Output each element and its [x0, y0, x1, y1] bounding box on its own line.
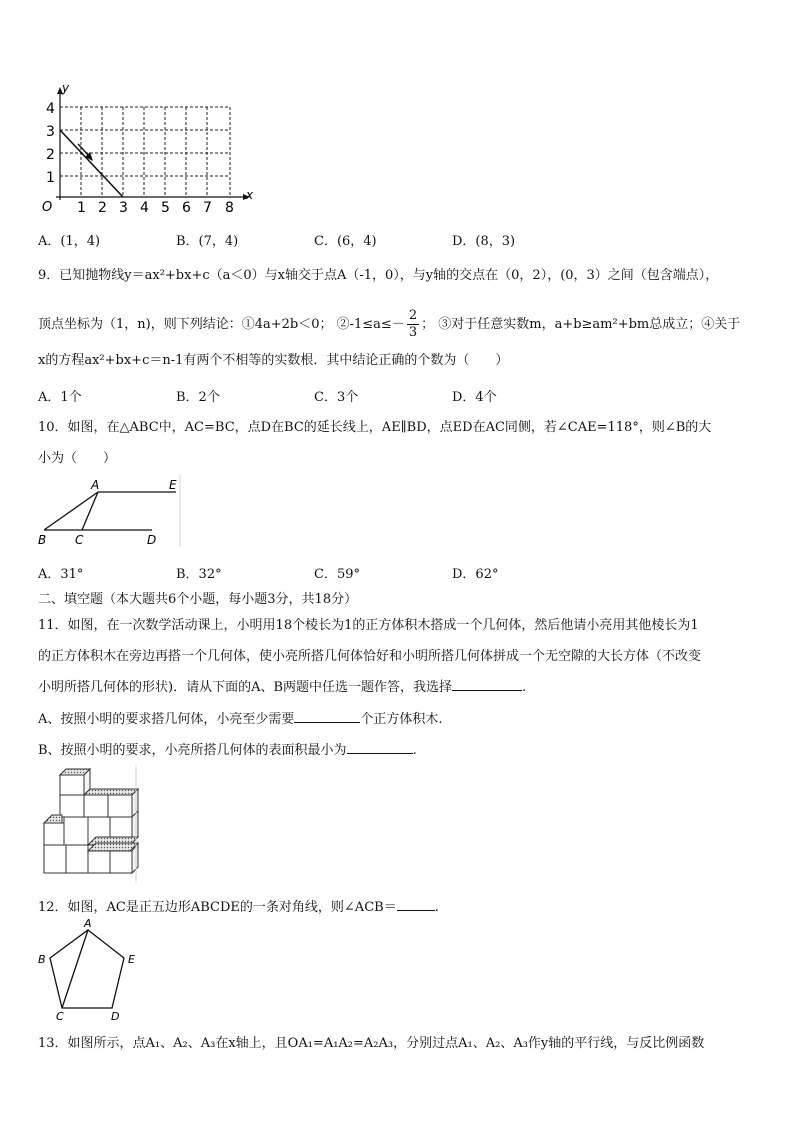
q9-line2 [38, 308, 740, 341]
q8-y-tick: 1 [46, 170, 55, 186]
q8-x-tick: 4 [140, 200, 149, 216]
q11-a-blank[interactable] [294, 710, 360, 723]
q10-option-a[interactable]: A．31° [38, 567, 84, 582]
q12-label-a: A [84, 918, 92, 930]
q8-option-a[interactable]: A．(1，4) [38, 234, 101, 249]
q10-option-c[interactable]: C．59° [314, 567, 360, 582]
q10-label-d: D [147, 533, 157, 547]
q12-label-b: B [38, 953, 46, 966]
q13-line1: 13．如图所示，点A₁、A₂、A₃在x轴上，且OA₁=A₁A₂=A₂A₃，分别过点A₁、A₂、A₃作y轴的平行线，与反比例函数 [38, 1036, 705, 1051]
q8-x-axis-label: x [246, 188, 254, 202]
q11-line-a [38, 708, 443, 727]
q12-label-c: C [56, 1010, 64, 1023]
q10-label-b: B [38, 533, 47, 547]
q11-line3-text: 小明所搭几何体的形状)．请从下面的A、B两题中任选一题作答，我选择 [38, 680, 453, 695]
q8-x-tick: 7 [203, 200, 212, 216]
q10-line2: 小为（ ） [38, 451, 117, 466]
q8-y-tick: 3 [46, 124, 55, 140]
q10-figure [34, 475, 184, 547]
q11-b-blank[interactable] [347, 741, 413, 754]
q8-x-tick: 5 [161, 200, 170, 216]
q9-line1: 9．已知抛物线y＝ax²+bx+c（a＜0）与x轴交于点A（-1，0），与y轴的交点在（0，2），(0，3）之间（包含端点）， [38, 268, 719, 283]
q9-frac-den: 3 [408, 325, 418, 340]
q11-line-b-text: B、按照小明的要求，小亮所搭几何体的表面积最小为 [38, 743, 347, 758]
q10-label-c: C [75, 533, 84, 547]
q8-origin-label: O [42, 200, 53, 215]
q9-option-b[interactable]: B．2个 [176, 390, 220, 405]
q8-x-tick: 8 [225, 200, 234, 216]
q11-line-b-end: . [412, 743, 417, 758]
q9-fraction [407, 308, 419, 341]
q10-label-e: E [169, 478, 177, 492]
q12-pentagon-figure [34, 918, 144, 1023]
q11-line-a-end: 个正方体积木. [360, 712, 443, 727]
q9-line2-a: 顶点坐标为（1，n)，则下列结论：①4a+2b＜0； ②-1≤a≤－ [38, 317, 405, 332]
q9-line2-b: ； ③对于任意实数m，a+b≥am²+bm总成立；④关于 [421, 317, 741, 332]
q8-grid-figure [36, 82, 266, 217]
q9-option-c[interactable]: C．3个 [314, 390, 359, 405]
q8-option-c[interactable]: C．(6，4) [314, 234, 377, 249]
q11-line1: 11．如图，在一次数学活动课上，小明用18个棱长为1的正方体积木搭成一个几何体，然后他请小亮用其他棱长为1 [38, 618, 699, 633]
q10-label-a: A [91, 478, 100, 492]
q11-line-b [38, 739, 417, 758]
q11-line-a-text: A、按照小明的要求搭几何体，小亮至少需要 [38, 712, 295, 727]
q8-option-b[interactable]: B．(7，4) [176, 234, 239, 249]
q8-segment [60, 130, 123, 197]
q8-y-tick: 4 [46, 101, 55, 117]
q8-x-tick: 1 [77, 200, 86, 216]
q8-y-axis-label: y [62, 82, 70, 95]
q8-x-tick: 2 [98, 200, 107, 216]
q11-line3-end: . [522, 680, 527, 695]
q10-line1: 10．如图，在△ABC中，AC=BC，点D在BC的延长线上，AE∥BD，点ED在AC同侧，若∠CAE=118°，则∠B的大 [38, 420, 712, 435]
q12-label-d: D [111, 1010, 120, 1023]
q11-choice-blank[interactable] [452, 678, 522, 691]
q10-option-b[interactable]: B．32° [176, 567, 222, 582]
q12-line1-text: 12．如图，AC是正五边形ABCDE的一条对角线，则∠ACB＝ [38, 900, 397, 915]
q10-option-d[interactable]: D．62° [452, 567, 499, 582]
q8-y-tick: 2 [46, 147, 55, 163]
q8-x-tick: 6 [182, 200, 191, 216]
q12-label-e: E [128, 953, 135, 966]
q11-cube-figure [40, 765, 140, 883]
q12-line1-end: . [434, 900, 439, 915]
q11-line3 [38, 676, 526, 695]
q9-frac-num: 2 [408, 308, 418, 323]
q9-option-a[interactable]: A．1个 [38, 390, 82, 405]
q9-option-d[interactable]: D．4个 [452, 390, 497, 405]
q12-blank[interactable] [397, 898, 435, 911]
q11-line2: 的正方体积木在旁边再搭一个几何体，使小亮所搭几何体恰好和小明所搭几何体拼成一个无空隙的大长方体（不改变 [38, 649, 702, 664]
q8-option-d[interactable]: D．(8，3) [452, 234, 516, 249]
q9-line3: x的方程ax²+bx+c＝n-1有两个不相等的实数根．其中结论正确的个数为（ ） [38, 353, 509, 368]
section2-heading: 二、填空题（本大题共6个小题，每小题3分，共18分） [38, 592, 358, 607]
q8-x-tick: 3 [119, 200, 128, 216]
q12-line1 [38, 896, 439, 915]
